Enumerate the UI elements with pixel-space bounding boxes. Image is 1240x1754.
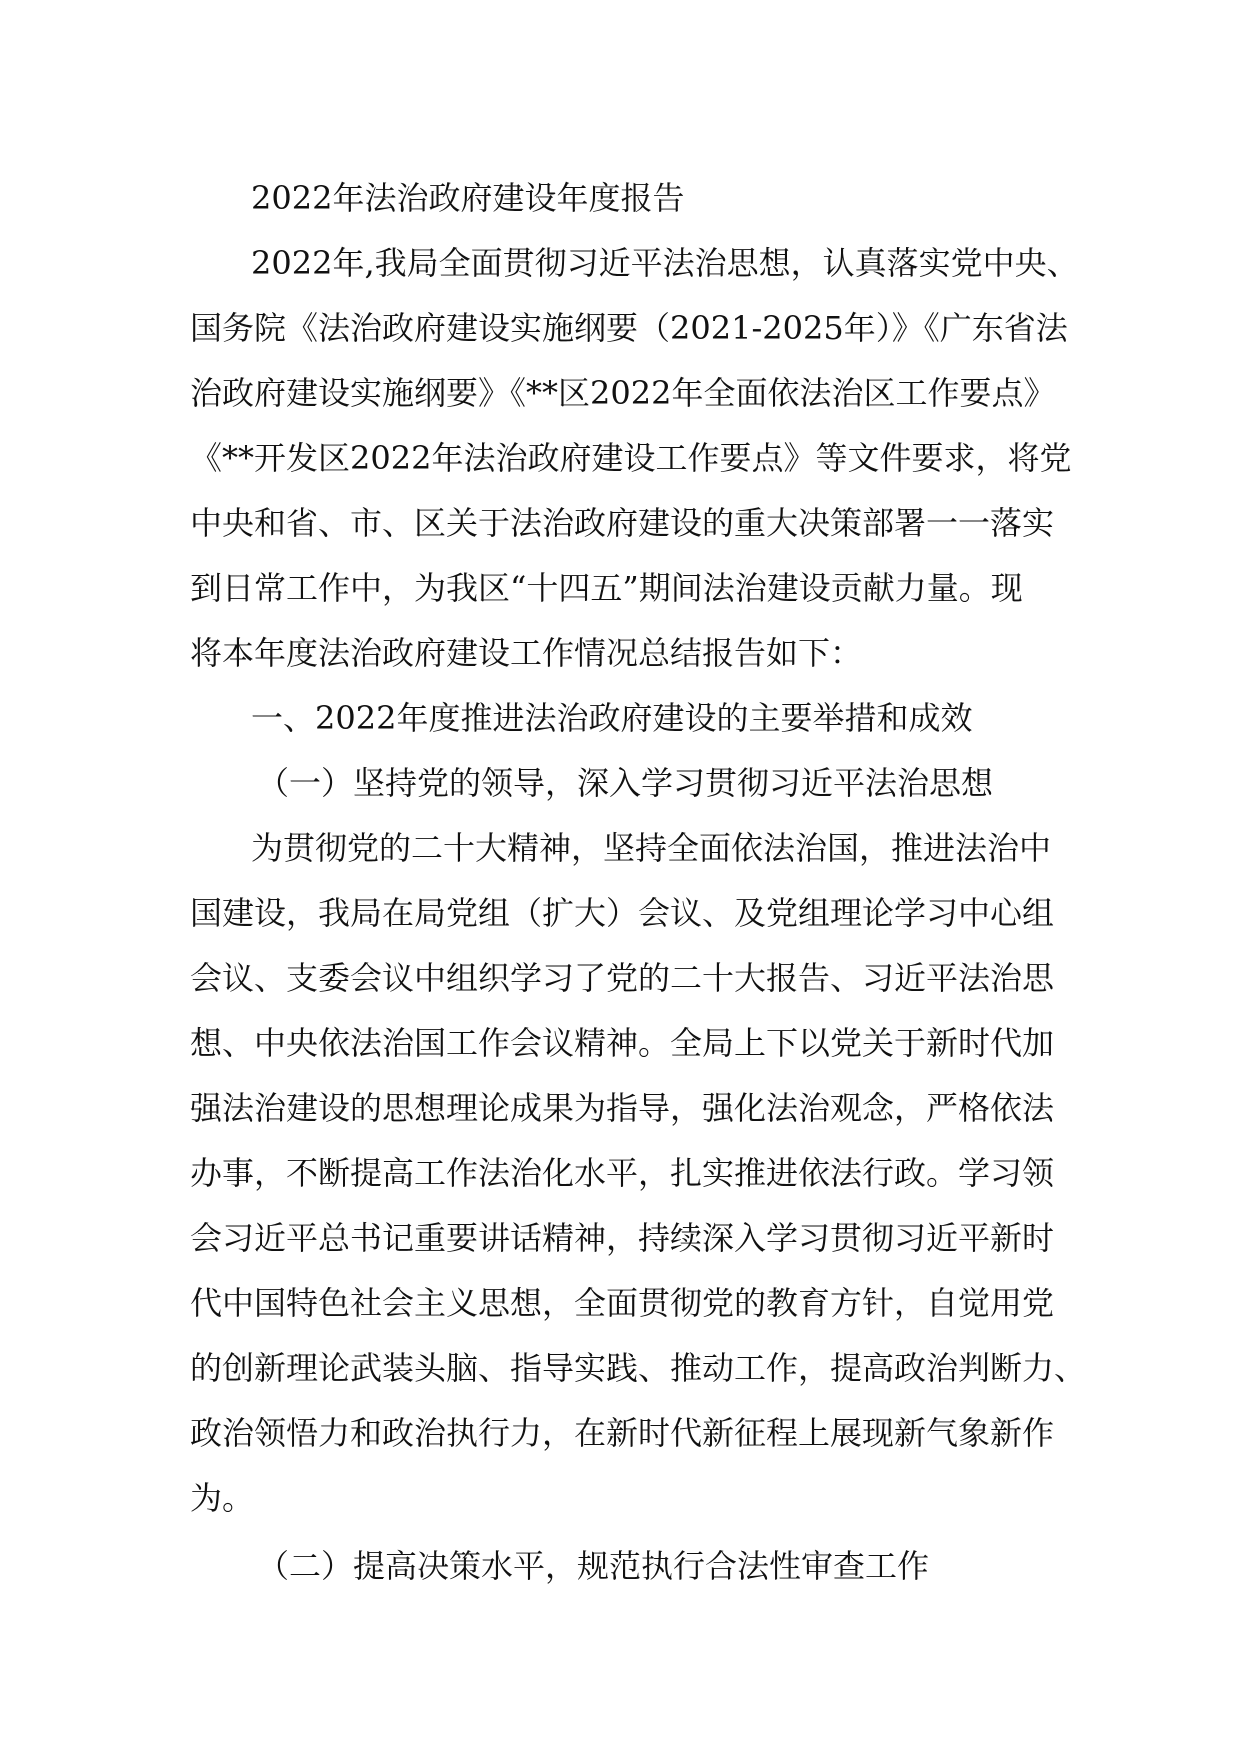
paragraph-line: 为。 (190, 1479, 255, 1517)
paragraph-line: 为贯彻党的二十大精神，坚持全面依法治国，推进法治中 (251, 829, 1052, 867)
paragraph-line: 强法治建设的思想理论成果为指导，强化法治观念，严格依法 (190, 1089, 1055, 1127)
document-title: 2022年法治政府建设年度报告 (251, 179, 685, 217)
paragraph-line: 国建设，我局在局党组（扩大）会议、及党组理论学习中心组 (190, 894, 1055, 932)
paragraph-line: 代中国特色社会主义思想，全面贯彻党的教育方针，自觉用党 (190, 1284, 1055, 1322)
paragraph-line: 到日常工作中，为我区“十四五”期间法治建设贡献力量。现 (190, 569, 1023, 607)
paragraph-line: 2022年,我局全面贯彻习近平法治思想，认真落实党中央、 (251, 244, 1079, 282)
section-heading: 一、2022年度推进法治政府建设的主要举措和成效 (251, 699, 973, 737)
paragraph-line: 会议、支委会议中组织学习了党的二十大报告、习近平法治思 (190, 959, 1055, 997)
paragraph-line: 治政府建设实施纲要》《**区2022年全面依法治区工作要点》 (190, 374, 1056, 412)
paragraph-line: 将本年度法治政府建设工作情况总结报告如下： (190, 634, 863, 672)
paragraph-line: 的创新理论武装头脑、指导实践、推动工作，提高政治判断力、 (190, 1349, 1087, 1387)
paragraph-line: 国务院《法治政府建设实施纲要（2021-2025年）》《广东省法 (190, 309, 1068, 347)
paragraph-line: 想、中央依法治国工作会议精神。全局上下以党关于新时代加 (190, 1024, 1055, 1062)
paragraph-line: 政治领悟力和政治执行力，在新时代新征程上展现新气象新作 (190, 1414, 1055, 1452)
subsection-heading: （二）提高决策水平，规范执行合法性审查工作 (257, 1547, 930, 1585)
paragraph-line: 中央和省、市、区关于法治政府建设的重大决策部署一一落实 (190, 504, 1055, 542)
subsection-heading: （一）坚持党的领导，深入学习贯彻习近平法治思想 (257, 764, 994, 802)
paragraph-line: 会习近平总书记重要讲话精神，持续深入学习贯彻习近平新时 (190, 1219, 1055, 1257)
paragraph-line: 办事，不断提高工作法治化水平，扎实推进依法行政。学习领 (190, 1154, 1055, 1192)
paragraph-line: 《**开发区2022年法治政府建设工作要点》等文件要求，将党 (190, 439, 1072, 477)
